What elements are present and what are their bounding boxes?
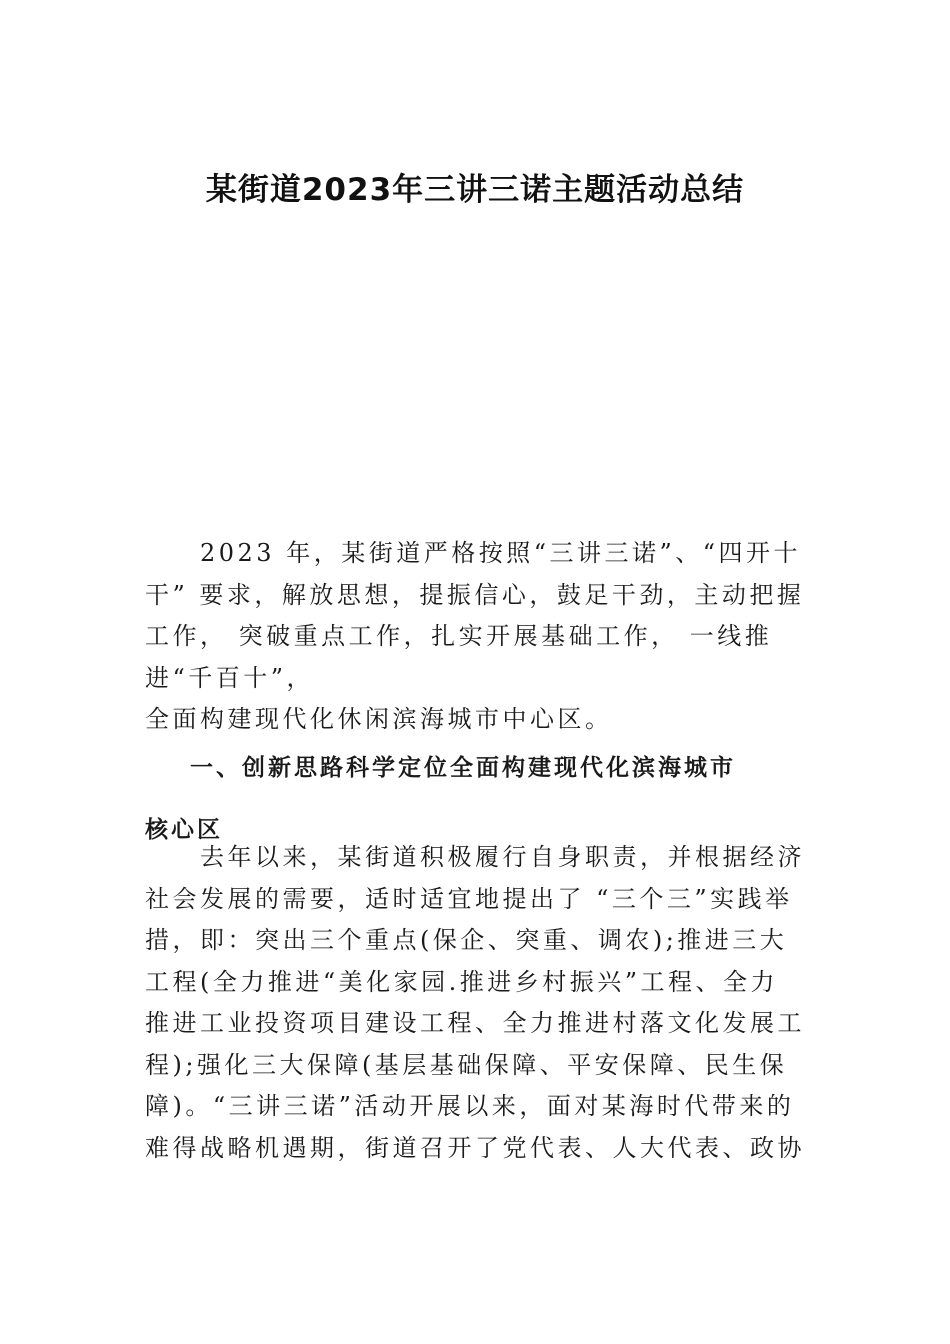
section1-paragraph xyxy=(145,837,820,1169)
text-line: 措，即：突出三个重点(保企、突重、调农);推进三大 xyxy=(145,926,788,954)
text-line: 障)。“三讲三诺”活动开展以来，面对某海时代带来的 xyxy=(145,1092,795,1120)
text-line: 工程(全力推进“美化家园.推进乡村振兴”工程、全力 xyxy=(145,967,779,996)
document-title: 某街道2023年三讲三诺主题活动总结 xyxy=(205,172,745,208)
text-line: 进“千百十”， xyxy=(145,663,315,692)
text-line: 干” 要求，解放思想，提振信心，鼓足干劲，主动把握 xyxy=(145,580,805,609)
text-line: 难得战略机遇期，街道召开了党代表、人大代表、政协 xyxy=(145,1133,805,1162)
text-line: 2023 年，某街道严格按照“三讲三诺”、“四开十 xyxy=(145,539,802,567)
text-line: 工作， 突破重点工作，扎实开展基础工作， 一线推 xyxy=(145,622,773,650)
intro-paragraph xyxy=(145,533,820,741)
text-line: 去年以来，某街道积极履行自身职责，并根据经济 xyxy=(145,843,805,871)
text-line: 社会发展的需要，适时适宜地提出了 “三个三”实践举 xyxy=(145,884,793,913)
text-line: 推进工业投资项目建设工程、全力推进村落文化发展工 xyxy=(145,1009,805,1037)
heading-line: 核心区 xyxy=(145,817,223,843)
text-line: 全面构建现代化休闲滨海城市中心区。 xyxy=(145,705,613,733)
text-line: 程);强化三大保障(基层基础保障、平安保障、民生保 xyxy=(145,1050,788,1079)
heading-line: 一、创新思路科学定位全面构建现代化滨海城市 xyxy=(190,755,736,781)
